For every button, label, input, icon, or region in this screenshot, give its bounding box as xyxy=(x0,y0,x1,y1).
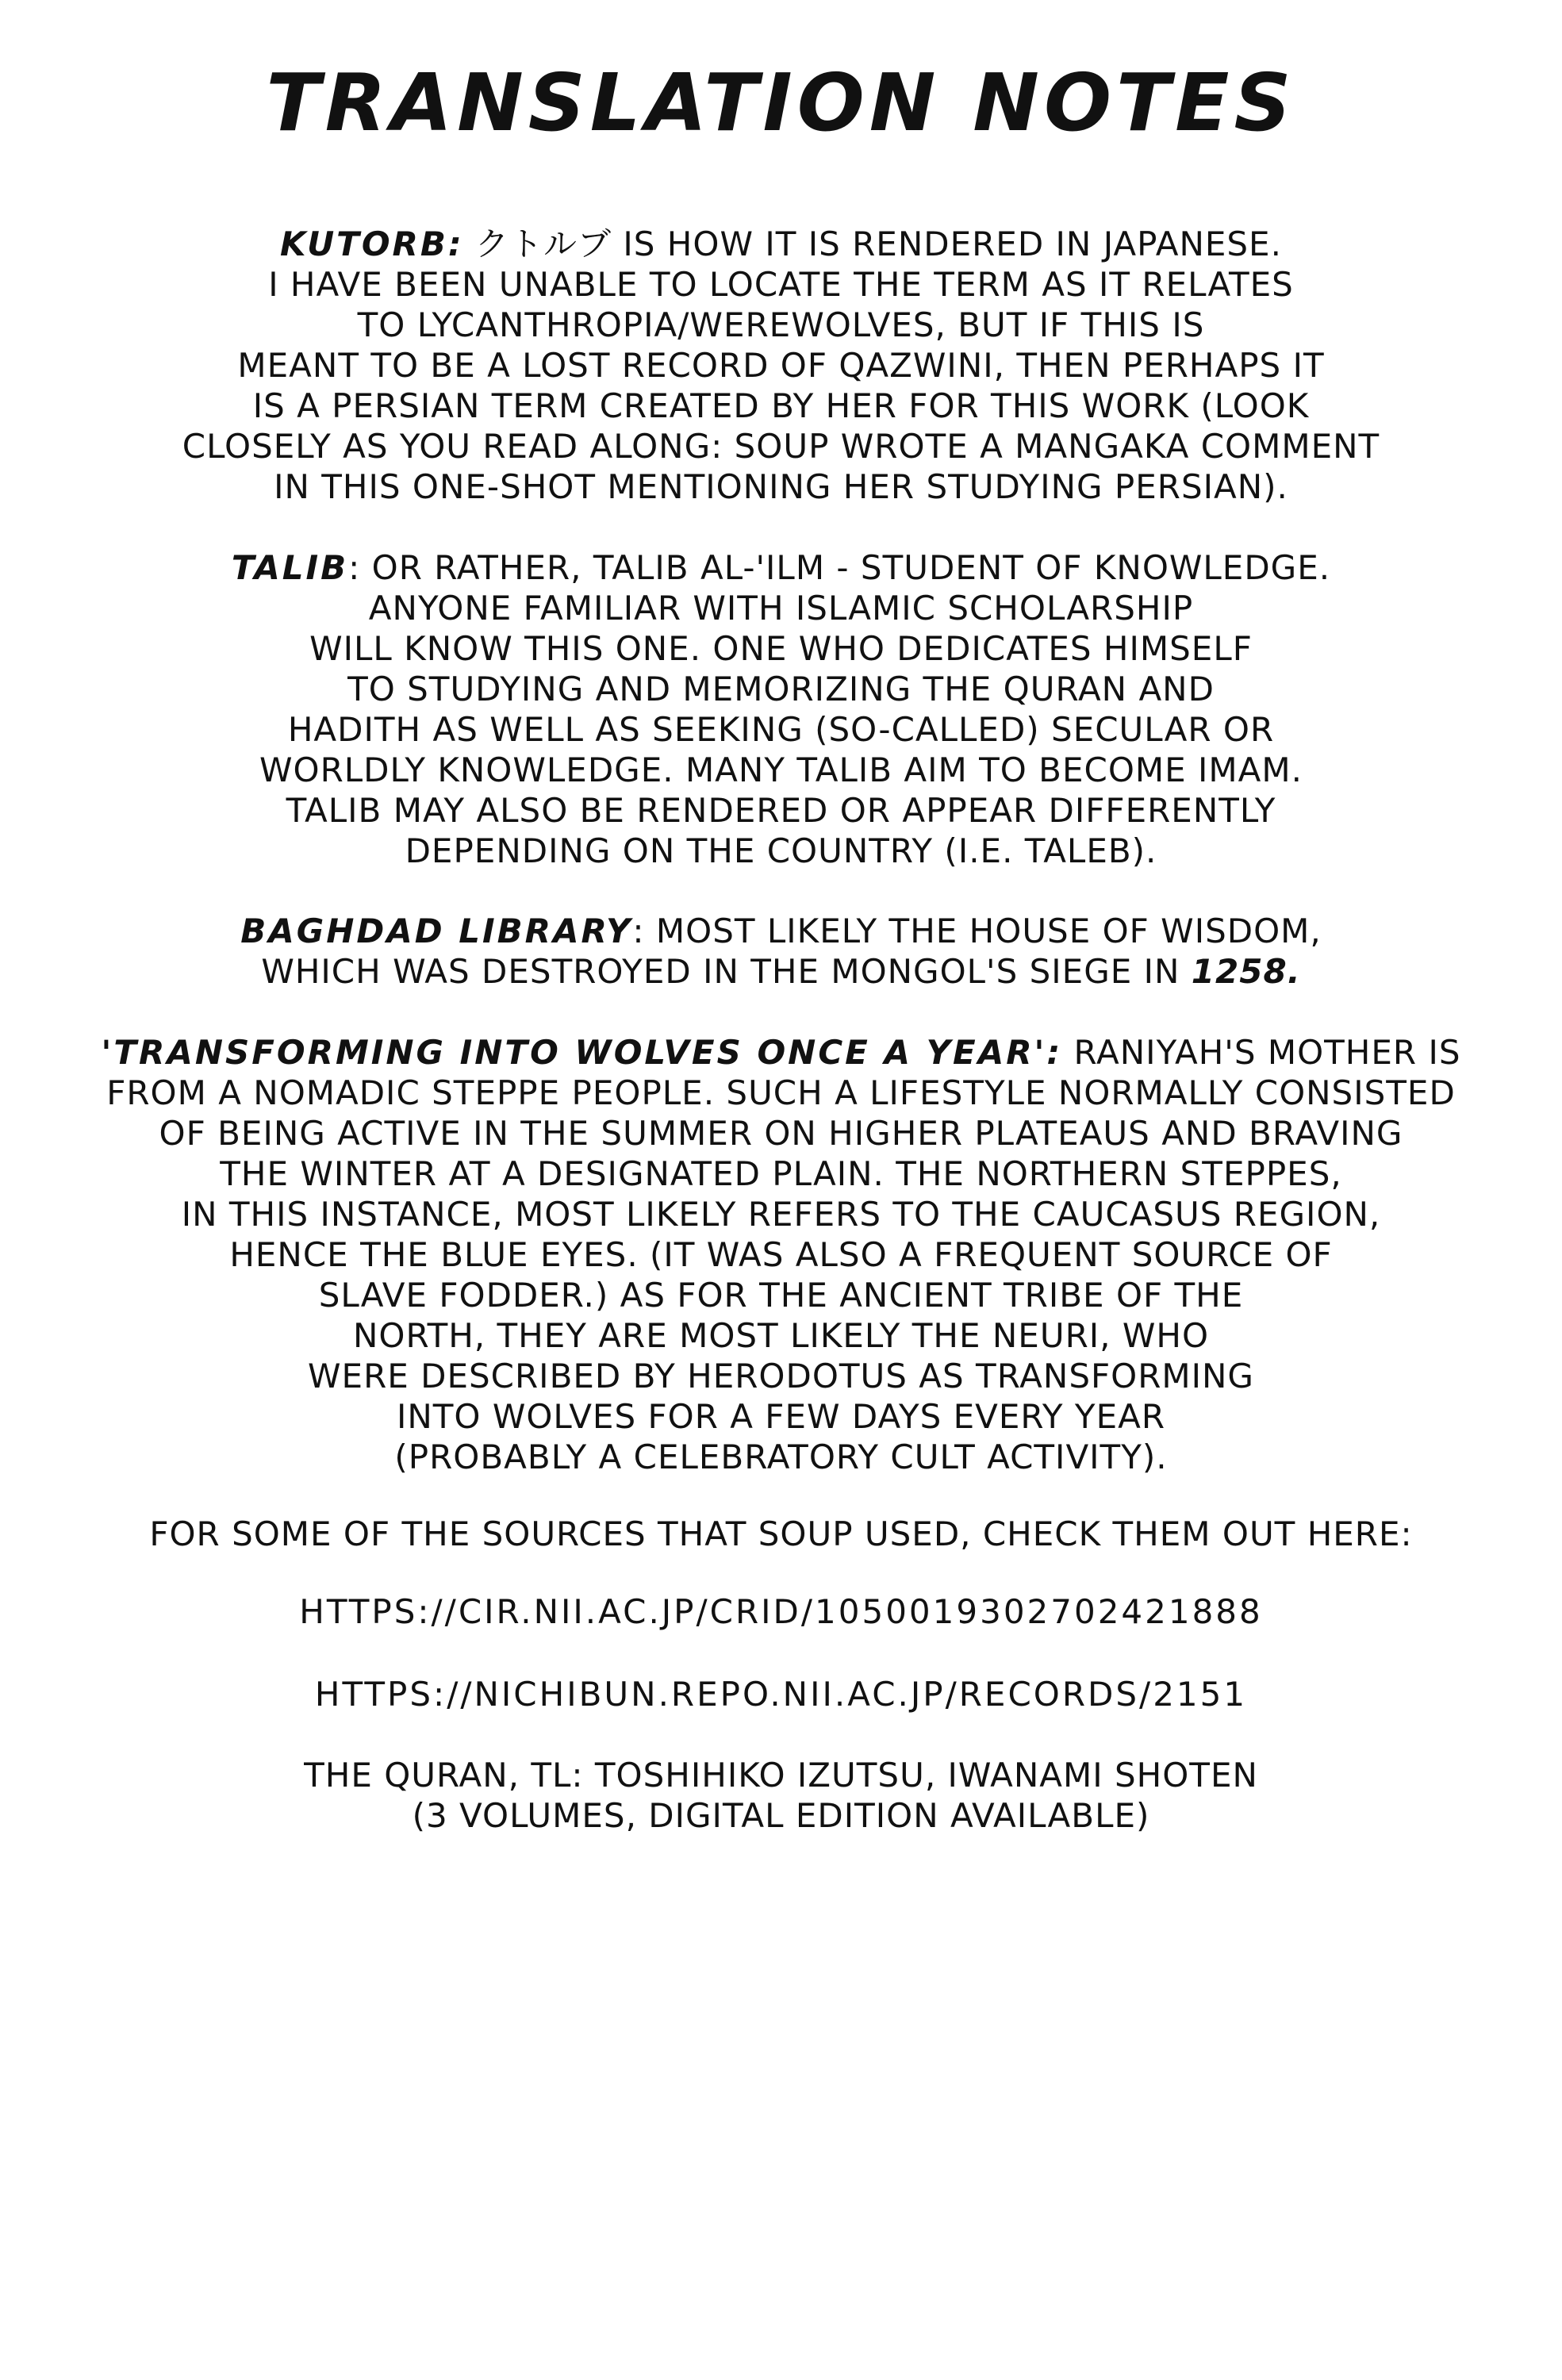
note-term: BAGHDAD LIBRARY xyxy=(240,912,633,950)
note-term: 'TRANSFORMING INTO WOLVES ONCE A YEAR' xyxy=(101,1033,1047,1072)
note-line: HADITH AS WELL AS SEEKING (SO-CALLED) SECULAR OR xyxy=(287,710,1275,749)
note-line-text: WHICH WAS DESTROYED IN THE MONGOL'S SIEGE IN xyxy=(261,952,1192,991)
source-url[interactable]: HTTPS://CIR.NII.AC.JP/CRID/1050019302702421888 xyxy=(299,1592,1263,1631)
siege-year-period: . xyxy=(1287,952,1301,991)
note-line: (PROBABLY A CELEBRATORY CULT ACTIVITY). xyxy=(394,1438,1168,1476)
note-term: KUTORB xyxy=(280,225,448,263)
note-first-line xyxy=(95,547,1467,588)
note-first-line-text: OR RATHER, TALIB AL-'ILM - STUDENT OF KNOWLEDGE. xyxy=(360,548,1331,587)
source-url[interactable]: HTTPS://NICHIBUN.REPO.NII.AC.JP/RECORDS/2151 xyxy=(314,1675,1248,1714)
note-baghdad-library xyxy=(95,911,1467,992)
sources-intro-text: FOR SOME OF THE SOURCES THAT SOUP USED, CHECK THEM OUT HERE: xyxy=(149,1514,1413,1553)
term-colon: : xyxy=(1046,1033,1063,1072)
book-reference-line: (3 VOLUMES, DIGITAL EDITION AVAILABLE) xyxy=(412,1796,1150,1835)
note-line: WERE DESCRIBED BY HERODOTUS AS TRANSFORMING xyxy=(308,1357,1254,1395)
note-line: INTO WOLVES FOR A FEW DAYS EVERY YEAR xyxy=(396,1397,1166,1436)
note-line: ANYONE FAMILIAR WITH ISLAMIC SCHOLARSHIP xyxy=(368,589,1194,628)
note-line: OF BEING ACTIVE IN THE SUMMER ON HIGHER PLATEAUS AND BRAVING xyxy=(159,1114,1403,1153)
note-line: IS A PERSIAN TERM CREATED BY HER FOR THIS WORK (LOOK xyxy=(252,386,1310,425)
note-line: WORLDLY KNOWLEDGE. MANY TALIB AIM TO BECOME IMAM. xyxy=(259,750,1303,789)
note-line: FROM A NOMADIC STEPPE PEOPLE. SUCH A LIFESTYLE NORMALLY CONSISTED xyxy=(106,1073,1456,1112)
note-line: CLOSELY AS YOU READ ALONG: SOUP WROTE A MANGAKA COMMENT xyxy=(182,427,1380,466)
book-reference xyxy=(95,1755,1467,1836)
note-first-line xyxy=(95,911,1467,951)
note-line: IN THIS INSTANCE, MOST LIKELY REFERS TO THE CAUCASUS REGION, xyxy=(181,1195,1381,1234)
page-title: TRANSLATION NOTES xyxy=(266,56,1296,149)
sources-intro xyxy=(95,1514,1467,1554)
note-first-line-text: MOST LIKELY THE HOUSE OF WISDOM, xyxy=(644,912,1322,950)
note-line: SLAVE FODDER.) AS FOR THE ANCIENT TRIBE OF THE xyxy=(318,1276,1244,1315)
note-line: WILL KNOW THIS ONE. ONE WHO DEDICATES HIMSELF xyxy=(309,629,1253,668)
term-colon: : xyxy=(632,912,645,950)
siege-year: 1258 xyxy=(1191,952,1288,991)
note-line: TO STUDYING AND MEMORIZING THE QURAN AND xyxy=(347,670,1215,708)
note-first-line-text: RANIYAH'S MOTHER IS xyxy=(1062,1033,1461,1072)
note-term: TALIB xyxy=(231,548,349,587)
note-kutorb xyxy=(95,224,1467,507)
note-talib xyxy=(95,547,1467,871)
term-colon: : xyxy=(348,548,361,587)
note-transforming-into-wolves xyxy=(95,1032,1467,1477)
book-reference-line: THE QURAN, TL: TOSHIHIKO IZUTSU, IWANAMI SHOTEN xyxy=(304,1756,1258,1795)
note-line: IN THIS ONE-SHOT MENTIONING HER STUDYING PERSIAN). xyxy=(274,467,1288,506)
note-line xyxy=(95,951,1467,992)
term-colon: : xyxy=(447,225,464,263)
note-line: HENCE THE BLUE EYES. (IT WAS ALSO A FREQUENT SOURCE OF xyxy=(229,1235,1333,1274)
note-line: THE WINTER AT A DESIGNATED PLAIN. THE NORTHERN STEPPES, xyxy=(220,1154,1342,1193)
note-line: TALIB MAY ALSO BE RENDERED OR APPEAR DIFFERENTLY xyxy=(286,791,1276,830)
note-line: NORTH, THEY ARE MOST LIKELY THE NEURI, WHO xyxy=(352,1316,1210,1355)
note-first-line xyxy=(95,224,1467,264)
note-line: DEPENDING ON THE COUNTRY (I.E. TALEB). xyxy=(405,831,1157,870)
source-link[interactable] xyxy=(95,1674,1467,1714)
source-link[interactable] xyxy=(95,1591,1467,1632)
note-first-line-text: クトルブ IS HOW IT IS RENDERED IN JAPANESE. xyxy=(463,225,1282,263)
note-line: MEANT TO BE A LOST RECORD OF QAZWINI, THEN PERHAPS IT xyxy=(237,346,1325,385)
note-first-line xyxy=(95,1032,1467,1073)
note-line: TO LYCANTHROPIA/WEREWOLVES, BUT IF THIS IS xyxy=(357,305,1205,344)
note-line: I HAVE BEEN UNABLE TO LOCATE THE TERM AS IT RELATES xyxy=(268,265,1294,304)
